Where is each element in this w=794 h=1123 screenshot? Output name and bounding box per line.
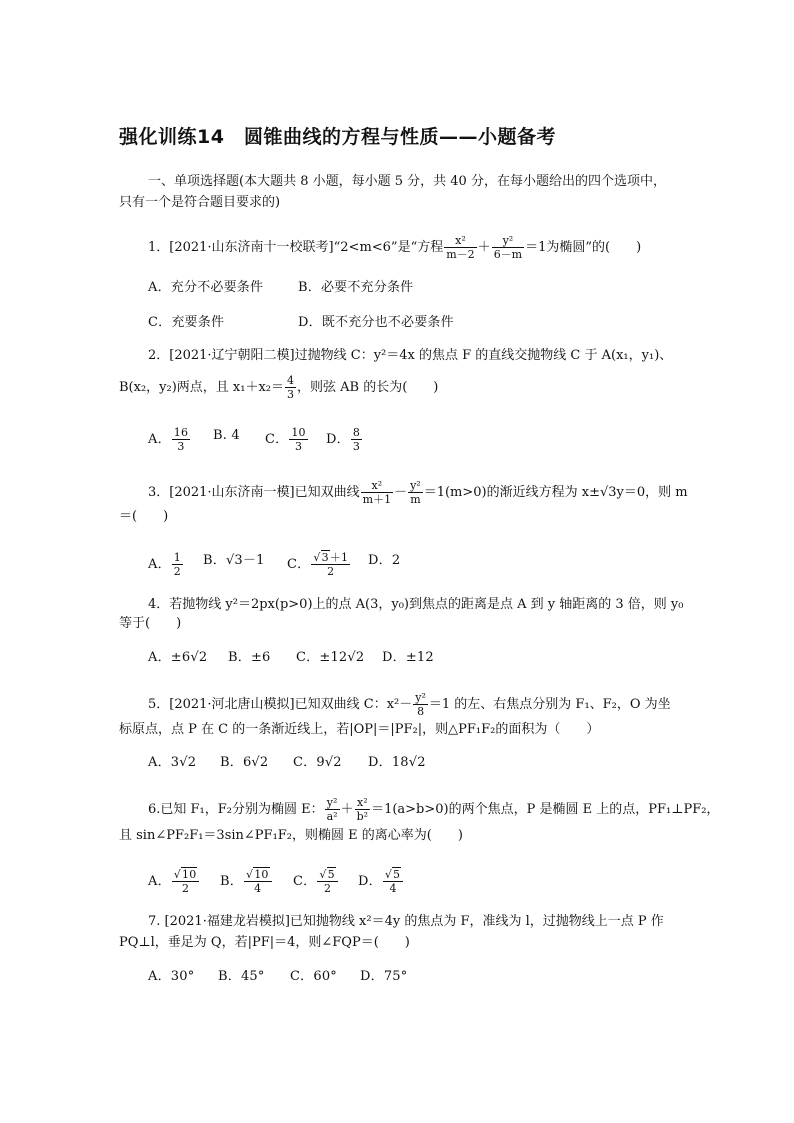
question-1: 1．[2021·山东济南十一校联考]“2<m<6”是“方程 $\frac{\text{x²}}{m-2}$ ＋ $\frac{\text{y²}}{6-m}$ ＝1为椭圆”的( ) xyxy=(148,234,642,261)
q6-option-d[interactable]: D． $\frac{√5}{4}$ xyxy=(358,868,404,895)
q5-option-d[interactable]: D．18√2 xyxy=(368,755,426,770)
q5-option-b[interactable]: B．6√2 xyxy=(220,755,269,770)
question-6: 6.已知 F₁，F₂分别为椭圆 E： $\frac{\text{y²}}{\text{a²}}$ ＋ $\frac{\text{x²}}{\text{b²}}$ ＝1(a>b>0)的两个焦点，P 是椭圆 E 上的点，PF₁⊥PF₂， xyxy=(148,796,720,823)
q3-option-c[interactable]: C． $\frac{√3+1}{2}$ xyxy=(287,551,349,578)
q2-option-b[interactable]: B. 4 xyxy=(213,428,240,443)
q1-option-c[interactable]: C．充要条件 xyxy=(148,315,225,330)
q3-option-a[interactable]: A． $\frac{1}{2}$ xyxy=(148,551,181,578)
question-2-cont: B(x₂，y₂)两点，且 x₁＋x₂＝ $\frac{4}{3}$ ，则弦 AB 的长为( ) xyxy=(119,374,439,401)
q5-fraction: $\frac{\text{y²}}{8}$ xyxy=(415,691,426,718)
q5-option-c[interactable]: C．9√2 xyxy=(293,755,342,770)
q7-option-d[interactable]: D．75° xyxy=(360,969,408,984)
q4-option-b[interactable]: B．±6 xyxy=(228,650,271,665)
section-heading-cont: 只有一个是符合题目要求的) xyxy=(119,195,281,210)
q4-option-a[interactable]: A．±6√2 xyxy=(148,650,208,665)
q2-fraction-4-3: $\frac{4}{3}$ xyxy=(287,374,295,401)
section-heading: 一、单项选择题(本大题共 8 小题，每小题 5 分，共 40 分，在每小题给出的四个选项中， xyxy=(148,174,666,189)
question-5-cont: 标原点，点 P 在 C 的一条渐近线上，若|OP|＝|PF₂|，则△PF₁F₂的面积为（ ） xyxy=(119,722,600,737)
page-title: 强化训练14 圆锥曲线的方程与性质——小题备考 xyxy=(119,126,556,148)
q4-option-c[interactable]: C．±12√2 xyxy=(296,650,365,665)
q2-option-c[interactable]: C． $\frac{10}{3}$ xyxy=(265,426,306,453)
question-5: 5．[2021·河北唐山模拟]已知双曲线 C：x²－ $\frac{\text{y²}}{8}$ ＝1 的左、右焦点分别为 F₁、F₂，O 为坐 xyxy=(148,691,671,718)
question-4-cont: 等于( ) xyxy=(119,616,182,631)
question-3: 3．[2021·山东济南一模]已知双曲线 $\frac{\text{x²}}{m+1}$ － $\frac{\text{y²}}{m}$ ＝1(m>0)的渐近线方程为 x±√3y＝0，则 m xyxy=(148,479,688,506)
q5-option-a[interactable]: A．3√2 xyxy=(148,755,197,770)
q1-option-a[interactable]: A．充分不必要条件 xyxy=(148,280,264,295)
question-6-cont: 且 sin∠PF₂F₁＝3sin∠PF₁F₂，则椭圆 E 的离心率为( ) xyxy=(119,828,463,843)
q1-fraction-2: $\frac{\text{y²}}{6-m}$ xyxy=(493,234,523,261)
q7-option-a[interactable]: A．30° xyxy=(148,969,195,984)
q3-option-d[interactable]: D．2 xyxy=(368,553,401,568)
q1-option-d[interactable]: D．既不充分也不必要条件 xyxy=(298,315,454,330)
q3-fraction-2: $\frac{\text{y²}}{m}$ xyxy=(410,479,421,506)
question-7: 7. [2021·福建龙岩模拟]已知抛物线 x²＝4y 的焦点为 F，准线为 l，过抛物线上一点 P 作 xyxy=(148,914,664,929)
q2-option-a[interactable]: A． $\frac{16}{3}$ xyxy=(148,426,189,453)
q1-option-b[interactable]: B．必要不充分条件 xyxy=(298,280,414,295)
q7-option-b[interactable]: B．45° xyxy=(218,969,265,984)
q3-option-b[interactable]: B．√3－1 xyxy=(203,553,265,568)
q2-option-d[interactable]: D． $\frac{8}{3}$ xyxy=(326,426,361,453)
question-4: 4．若抛物线 y²＝2px(p>0)上的点 A(3，y₀)到焦点的距离是点 A 到 y 轴距离的 3 倍，则 y₀ xyxy=(148,597,684,612)
question-3-cont: ＝( ) xyxy=(119,509,169,524)
q6-fraction-1: $\frac{\text{y²}}{\text{a²}}$ xyxy=(326,796,338,823)
q6-option-c[interactable]: C． $\frac{√5}{2}$ xyxy=(293,868,339,895)
q1-suffix: ＝1为椭圆”的( ) xyxy=(525,240,642,255)
q3-fraction-1: $\frac{\text{x²}}{m+1}$ xyxy=(362,479,392,506)
q6-option-a[interactable]: A． $\frac{√10}{2}$ xyxy=(148,868,200,895)
q6-fraction-2: $\frac{\text{x²}}{\text{b²}}$ xyxy=(356,796,369,823)
q6-option-b[interactable]: B． $\frac{√10}{4}$ xyxy=(220,868,273,895)
sqrt-symbol-icon: √ xyxy=(313,551,321,564)
q4-option-d[interactable]: D．±12 xyxy=(382,650,434,665)
q1-fraction-1: $\frac{\text{x²}}{m-2}$ xyxy=(446,234,475,261)
question-2: 2．[2021·辽宁朝阳二模]过抛物线 C：y²＝4x 的焦点 F 的直线交抛物线 C 于 A(x₁，y₁)、 xyxy=(148,348,673,363)
question-7-cont: PQ⊥l，垂足为 Q，若|PF|＝4，则∠FQP＝( ) xyxy=(119,935,410,950)
q7-option-c[interactable]: C．60° xyxy=(290,969,337,984)
q1-prefix: 1．[2021·山东济南十一校联考]“2<m<6”是“方程 xyxy=(148,240,444,255)
